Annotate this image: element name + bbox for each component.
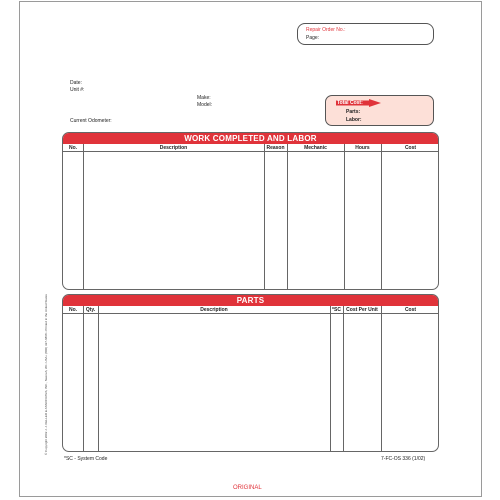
page-label: Page: <box>306 35 320 41</box>
repair-order-box <box>297 23 434 45</box>
column-divider <box>381 306 382 451</box>
work-section-title: WORK COMPLETED AND LABOR <box>63 133 438 144</box>
column-divider <box>344 144 345 289</box>
column-divider <box>381 144 382 289</box>
labor-total-label: Labor: <box>346 117 362 123</box>
column-divider <box>83 144 84 289</box>
date-label: Date: <box>70 80 82 86</box>
column-header-system-code: *SC <box>330 306 343 314</box>
column-divider <box>287 144 288 289</box>
column-header-cost: Cost <box>381 306 439 314</box>
form-number: 7-FC-OS 336 (1/02) <box>381 456 426 462</box>
odometer-label: Current Odometer: <box>70 118 112 124</box>
total-cost-box <box>325 95 434 126</box>
parts-total-label: Parts: <box>346 109 361 115</box>
column-header-no: No. <box>63 144 83 152</box>
column-header-cost-per-unit: Cost Per Unit <box>343 306 381 314</box>
parts-section-title: PARTS <box>63 295 438 306</box>
parts-table <box>62 294 439 452</box>
column-header-reason: Reason <box>264 144 287 152</box>
make-label: Make: <box>197 95 211 101</box>
column-divider <box>330 306 331 451</box>
column-divider <box>83 306 84 451</box>
copy-label: ORIGINAL <box>233 485 262 491</box>
column-header-description: Description <box>98 306 330 314</box>
work-completed-table <box>62 132 439 290</box>
column-divider <box>343 306 344 451</box>
repair-order-label: Repair Order No.: <box>306 27 346 33</box>
column-header-hours: Hours <box>344 144 381 152</box>
model-label: Model: <box>197 102 213 108</box>
column-header-mechanic: Mechanic <box>287 144 344 152</box>
column-divider <box>98 306 99 451</box>
total-cost-label: Total Cost: <box>337 100 363 106</box>
system-code-note: *SC - System Code <box>64 456 108 462</box>
copyright-notice: © Copyright 2002 J. J. KELLER & ASSOCIATES, INC., Neenah, WI • USA • (800) 327-6868 • Printed in the United States <box>44 294 48 455</box>
unit-label: Unit #: <box>70 87 85 93</box>
column-header-description: Description <box>83 144 264 152</box>
column-header-qty: Qty. <box>83 306 98 314</box>
column-header-no: No. <box>63 306 83 314</box>
column-header-cost: Cost <box>381 144 439 152</box>
column-divider <box>264 144 265 289</box>
